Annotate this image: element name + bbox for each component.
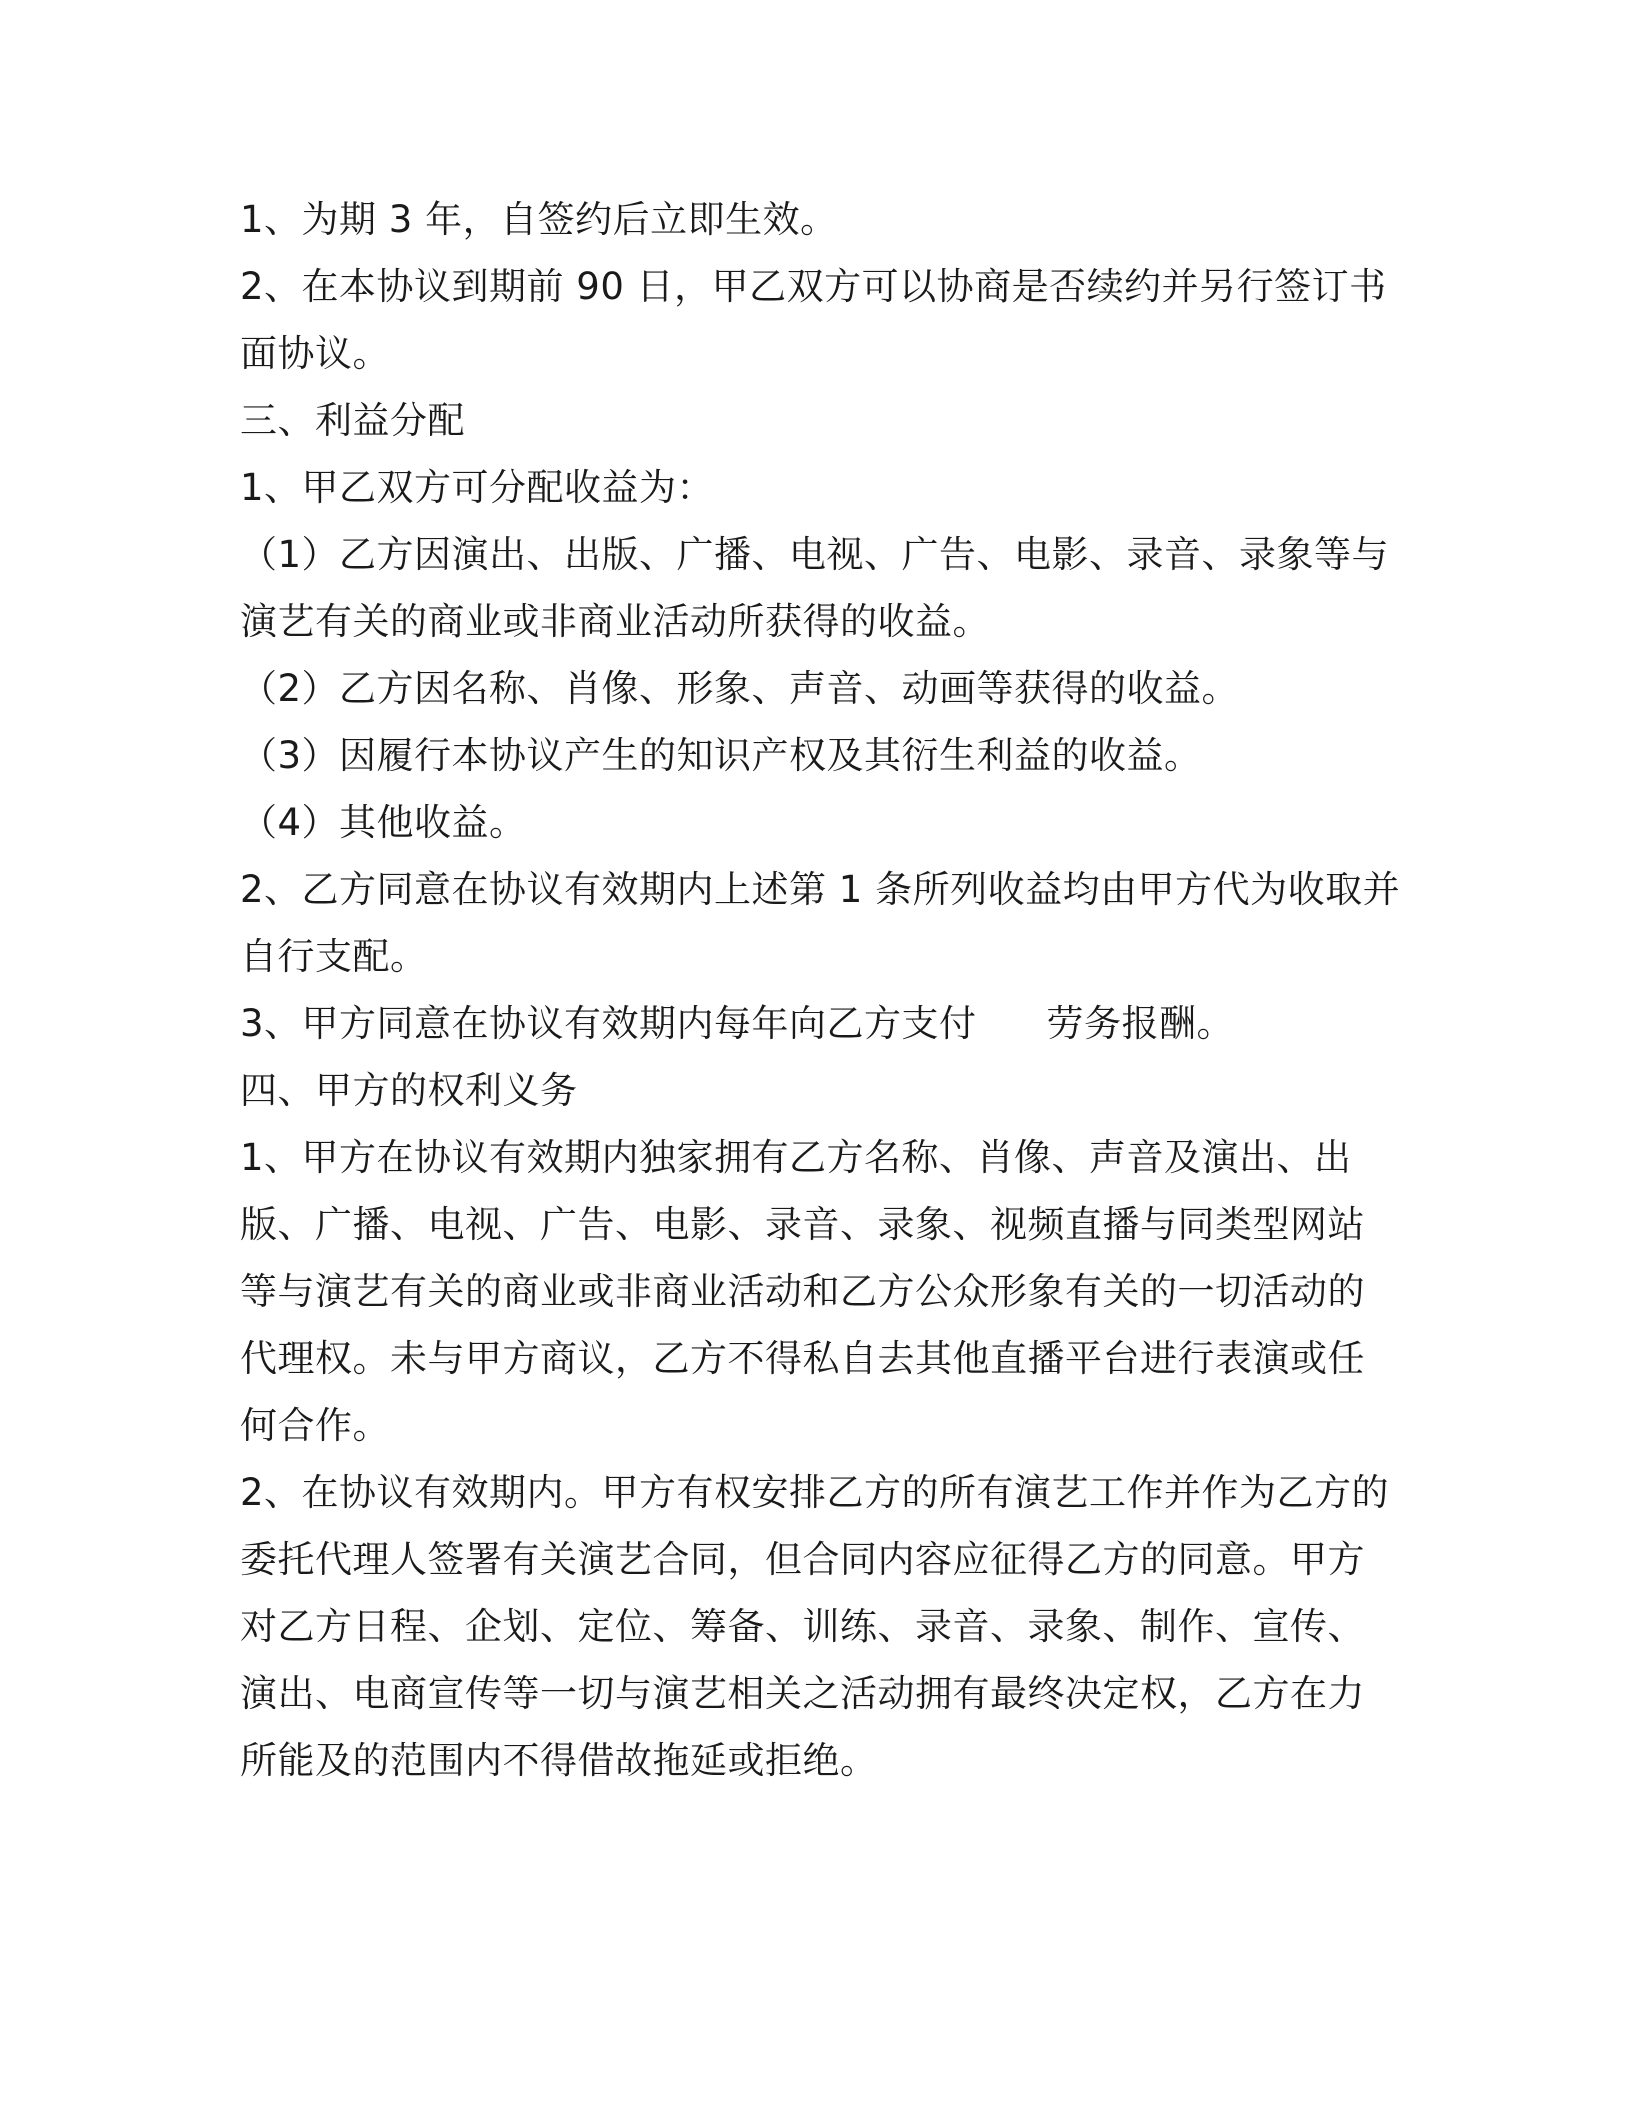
rights-clause-1: 1、甲方在协议有效期内独家拥有乙方名称、肖像、声音及演出、出 [240, 1136, 1352, 1179]
profit-clause-2-cont: 自行支配。 [240, 935, 428, 978]
rights-clause-1-cont-c: 代理权。未与甲方商议，乙方不得私自去其他直播平台进行表演或任 [240, 1337, 1365, 1380]
rights-clause-2-cont-b: 对乙方日程、企划、定位、筹备、训练、录音、录象、制作、宣传、 [240, 1605, 1365, 1648]
rights-clause-2: 2、在协议有效期内。甲方有权安排乙方的所有演艺工作并作为乙方的 [240, 1471, 1390, 1514]
profit-clause-2: 2、乙方同意在协议有效期内上述第 1 条所列收益均由甲方代为收取并 [240, 868, 1401, 911]
profit-item-4: （4）其他收益。 [240, 801, 527, 844]
profit-item-1-cont: 演艺有关的商业或非商业活动所获得的收益。 [240, 600, 990, 643]
rights-clause-1-cont-d: 何合作。 [240, 1404, 390, 1447]
rights-clause-2-cont-d: 所能及的范围内不得借故拖延或拒绝。 [240, 1739, 878, 1782]
section-heading-3: 三、利益分配 [240, 399, 465, 442]
document-page [240, 186, 1400, 1794]
term-clause-2-cont: 面协议。 [240, 332, 390, 375]
profit-item-3: （3）因履行本协议产生的知识产权及其衍生利益的收益。 [240, 734, 1202, 777]
rights-clause-1-cont-a: 版、广播、电视、广告、电影、录音、录象、视频直播与同类型网站 [240, 1203, 1365, 1246]
section-heading-4: 四、甲方的权利义务 [240, 1069, 578, 1112]
rights-clause-2-cont-a: 委托代理人签署有关演艺合同，但合同内容应征得乙方的同意。甲方 [240, 1538, 1365, 1581]
term-clause-2: 2、在本协议到期前 90 日，甲乙双方可以协商是否续约并另行签订书 [240, 265, 1387, 308]
profit-item-2: （2）乙方因名称、肖像、形象、声音、动画等获得的收益。 [240, 667, 1240, 710]
profit-item-1: （1）乙方因演出、出版、广播、电视、广告、电影、录音、录象等与 [240, 533, 1390, 576]
profit-clause-1: 1、甲乙双方可分配收益为： [240, 466, 715, 509]
profit-clause-3 [240, 990, 1400, 1057]
payment-clause-after: 劳务报酬。 [1046, 1002, 1235, 1045]
payment-clause-before: 3、甲方同意在协议有效期内每年向乙方支付 [240, 1002, 977, 1045]
term-clause-1: 1、为期 3 年，自签约后立即生效。 [240, 198, 838, 241]
rights-clause-2-cont-c: 演出、电商宣传等一切与演艺相关之活动拥有最终决定权，乙方在力 [240, 1672, 1365, 1715]
rights-clause-1-cont-b: 等与演艺有关的商业或非商业活动和乙方公众形象有关的一切活动的 [240, 1270, 1365, 1313]
